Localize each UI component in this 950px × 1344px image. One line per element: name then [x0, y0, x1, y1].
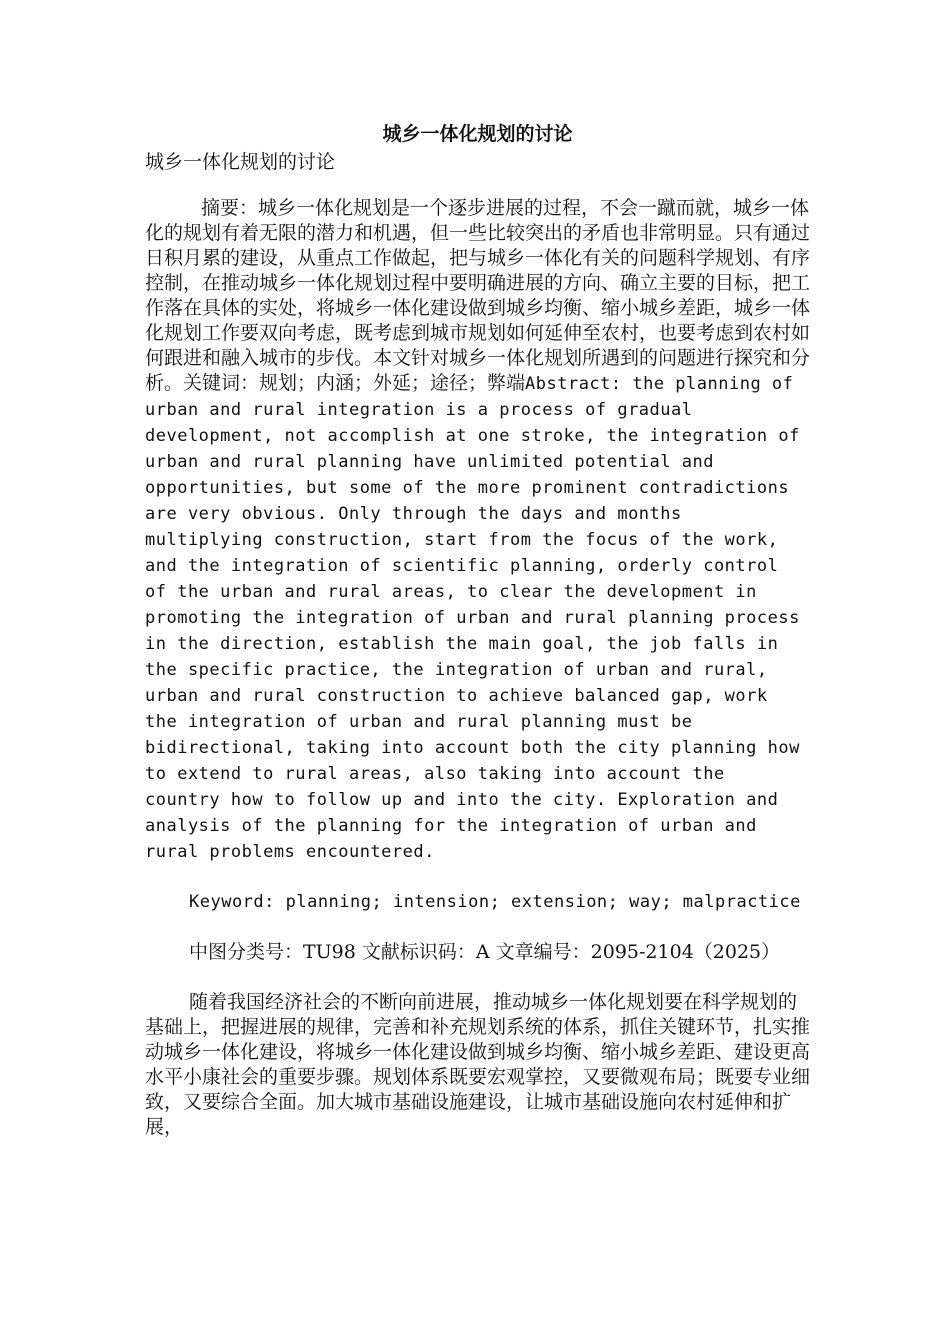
abstract-paragraph: [145, 196, 810, 865]
classification-line: 中图分类号：TU98 文献标识码：A 文章编号：2095-2104（2025）: [189, 941, 781, 963]
abstract-english: Abstract: the planning of urban and rural integration is a process of gradual development, not accomplish at one stroke, the integration of urban and rural planning have unlimited potential and opportunities, but some of the more prominent contradictions are very obvious. Only through the days and months multiplying construction, start from the focus of the work, and the integration of scientific planning, orderly control of the urban and rural areas, to clear the development in promoting the integration of urban and rural planning process in the direction, establish the main goal, the job falls in the specific practice, the integration of urban and rural, urban and rural construction to achieve balanced gap, work the integration of urban and rural planning must be bidirectional, taking into account both the city planning how to extend to rural areas, also taking into account the country how to follow up and into the city. Exploration and analysis of the planning for the integration of urban and rural problems encountered.: [145, 374, 800, 862]
document-subtitle: 城乡一体化规划的讨论: [145, 151, 336, 173]
body-paragraph: 随着我国经济社会的不断向前进展，推动城乡一体化规划要在科学规划的基础上，把握进展的规律，完善和补充规划系统的体系，抓住关键环节，扎实推动城乡一体化建设，将城乡一体化建设做到城乡均衡、缩小城乡差距、建设更高水平小康社会的重要步骤。规划体系既要宏观掌控，又要微观布局；既要专业细致，又要综合全面。加大城市基础设施建设，让城市基础设施向农村延伸和扩展，: [145, 991, 811, 1138]
document-title: 城乡一体化规划的讨论: [382, 123, 573, 145]
keywords-english: Keyword: planning; intension; extension; way; malpractice: [189, 892, 801, 912]
document-body: [145, 120, 810, 1165]
abstract-chinese: 摘要：城乡一体化规划是一个逐步进展的过程，不会一蹴而就，城乡一体化的规划有着无限的潜力和机遇，但一些比较突出的矛盾也非常明显。只有通过日积月累的建设，从重点工作做起，把与城乡一体化有关的问题科学规划、有序控制，在推动城乡一体化规划过程中要明确进展的方向、确立主要的目标，把工作落在具体的实处，将城乡一体化建设做到城乡均衡、缩小城乡差距，城乡一体化规划工作要双向考虑，既考虑到城市规划如何延伸至农村，也要考虑到农村如何跟进和融入城市的步伐。本文针对城乡一体化规划所遇到的问题进行探究和分析。关键词：规划；内涵；外延；途径；弊端: [145, 197, 811, 394]
